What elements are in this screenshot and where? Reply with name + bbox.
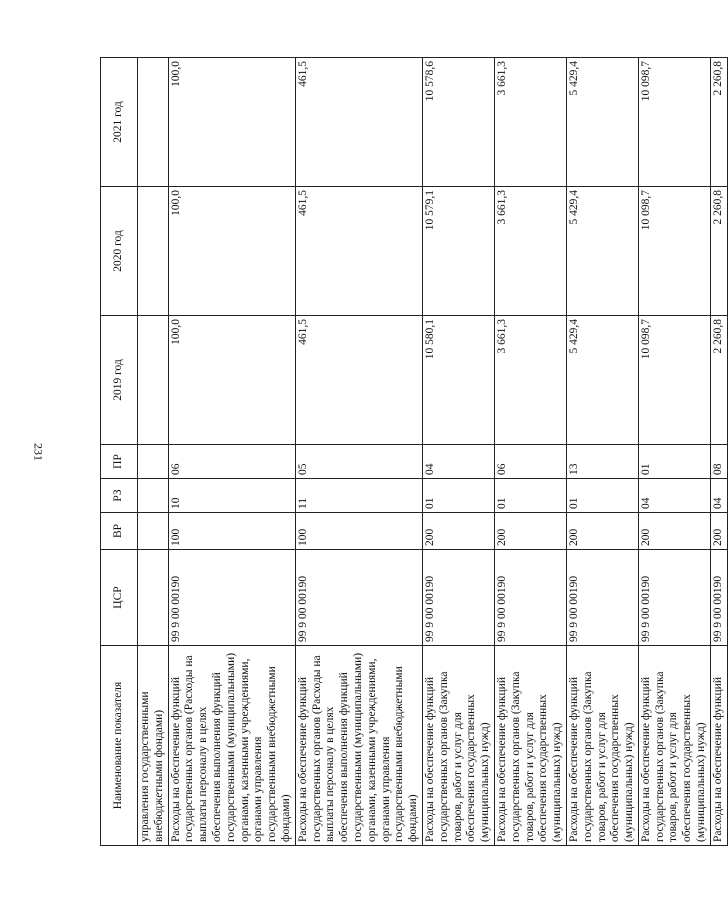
cell-vr: 100: [168, 513, 295, 550]
header-pr: ПР: [101, 445, 138, 479]
table-row: [710, 58, 727, 846]
cell-2021: 5 429,4: [566, 58, 638, 187]
cell-vr: 200: [566, 513, 638, 550]
cell-2019: 461,5: [295, 316, 422, 445]
cell-2019: 10 580,1: [422, 316, 494, 445]
cell-name: Расходы на обеспечение функций государственных органов (Закупка товаров, работ и услуг для обеспечения государственных (муниципальных) нужд): [566, 646, 638, 846]
cell-2020: 461,5: [295, 187, 422, 316]
cell-csr: 99 9 00 00190: [494, 550, 566, 646]
cell-pr: 06: [494, 445, 566, 479]
cell-name: Расходы на обеспечение функций государственных органов (Расходы на выплаты персоналу в целях обеспечения выполнения функций государственными (муниципальными) органами, казенными учреждениями, органами управления государственными внебюджетными фондами): [168, 646, 295, 846]
cell-rz: [138, 479, 169, 513]
cell-csr: 99 9 00 00190: [422, 550, 494, 646]
cell-2019: 2 260,8: [710, 316, 727, 445]
cell-rz: 04: [638, 479, 710, 513]
cell-csr: 99 9 00 00190: [566, 550, 638, 646]
cell-2021: 10 098,7: [638, 58, 710, 187]
page-number: 231: [31, 443, 46, 461]
cell-csr: 99 9 00 00190: [638, 550, 710, 646]
cell-csr: 99 9 00 00190: [168, 550, 295, 646]
cell-pr: 13: [566, 445, 638, 479]
header-csr: ЦСР: [101, 550, 138, 646]
cell-vr: 200: [710, 513, 727, 550]
header-2021: 2021 год: [101, 58, 138, 187]
header-2019: 2019 год: [101, 316, 138, 445]
cell-2020: 10 579,1: [422, 187, 494, 316]
cell-name: Расходы на обеспечение функций: [710, 646, 727, 846]
header-rz: РЗ: [101, 479, 138, 513]
table-body: [138, 58, 728, 846]
cell-rz: 11: [295, 479, 422, 513]
header-name: Наименование показателя: [101, 646, 138, 846]
cell-csr: 99 9 00 00190: [295, 550, 422, 646]
cell-2019: 5 429,4: [566, 316, 638, 445]
cell-2019: 3 661,3: [494, 316, 566, 445]
cell-2019: 10 098,7: [638, 316, 710, 445]
cell-2021: [138, 58, 169, 187]
cell-name: Расходы на обеспечение функций государственных органов (Расходы на выплаты персоналу в целях обеспечения выполнения функций государственными (муниципальными) органами, казенными учреждениями, органами управления государственными внебюджетными фондами): [295, 646, 422, 846]
cell-2019: 100,0: [168, 316, 295, 445]
table-row: [566, 58, 638, 846]
cell-rz: 10: [168, 479, 295, 513]
cell-vr: [138, 513, 169, 550]
cell-rz: 01: [422, 479, 494, 513]
table-row: [168, 58, 295, 846]
cell-2021: 461,5: [295, 58, 422, 187]
table-row: [494, 58, 566, 846]
cell-vr: 200: [494, 513, 566, 550]
cell-name: управления государственными внебюджетными фондами): [138, 646, 169, 846]
cell-csr: 99 9 00 00190: [710, 550, 727, 646]
cell-vr: 100: [295, 513, 422, 550]
rotated-table-container: [100, 60, 724, 846]
cell-2021: 10 578,6: [422, 58, 494, 187]
cell-2021: 2 260,8: [710, 58, 727, 187]
cell-2021: 3 661,3: [494, 58, 566, 187]
cell-pr: 08: [710, 445, 727, 479]
budget-table: [100, 57, 728, 846]
cell-2020: 5 429,4: [566, 187, 638, 316]
table-row: [638, 58, 710, 846]
header-2020: 2020 год: [101, 187, 138, 316]
cell-pr: 05: [295, 445, 422, 479]
table-row: [138, 58, 169, 846]
cell-2020: 10 098,7: [638, 187, 710, 316]
table-row: [295, 58, 422, 846]
cell-rz: 01: [494, 479, 566, 513]
cell-2020: 3 661,3: [494, 187, 566, 316]
cell-2020: 2 260,8: [710, 187, 727, 316]
table-row: [422, 58, 494, 846]
cell-rz: 04: [710, 479, 727, 513]
cell-rz: 01: [566, 479, 638, 513]
cell-name: Расходы на обеспечение функций государственных органов (Закупка товаров, работ и услуг для обеспечения государственных (муниципальных) нужд): [494, 646, 566, 846]
cell-pr: [138, 445, 169, 479]
cell-2020: [138, 187, 169, 316]
cell-pr: 06: [168, 445, 295, 479]
cell-pr: 04: [422, 445, 494, 479]
cell-vr: 200: [638, 513, 710, 550]
cell-name: Расходы на обеспечение функций государственных органов (Закупка товаров, работ и услуг для обеспечения государственных (муниципальных) нужд): [422, 646, 494, 846]
cell-name: Расходы на обеспечение функций государственных органов (Закупка товаров, работ и услуг для обеспечения государственных (муниципальных) нужд): [638, 646, 710, 846]
cell-pr: 01: [638, 445, 710, 479]
header-row: [101, 58, 138, 846]
cell-2019: [138, 316, 169, 445]
cell-2021: 100,0: [168, 58, 295, 187]
cell-vr: 200: [422, 513, 494, 550]
cell-2020: 100,0: [168, 187, 295, 316]
cell-csr: [138, 550, 169, 646]
header-vr: ВР: [101, 513, 138, 550]
